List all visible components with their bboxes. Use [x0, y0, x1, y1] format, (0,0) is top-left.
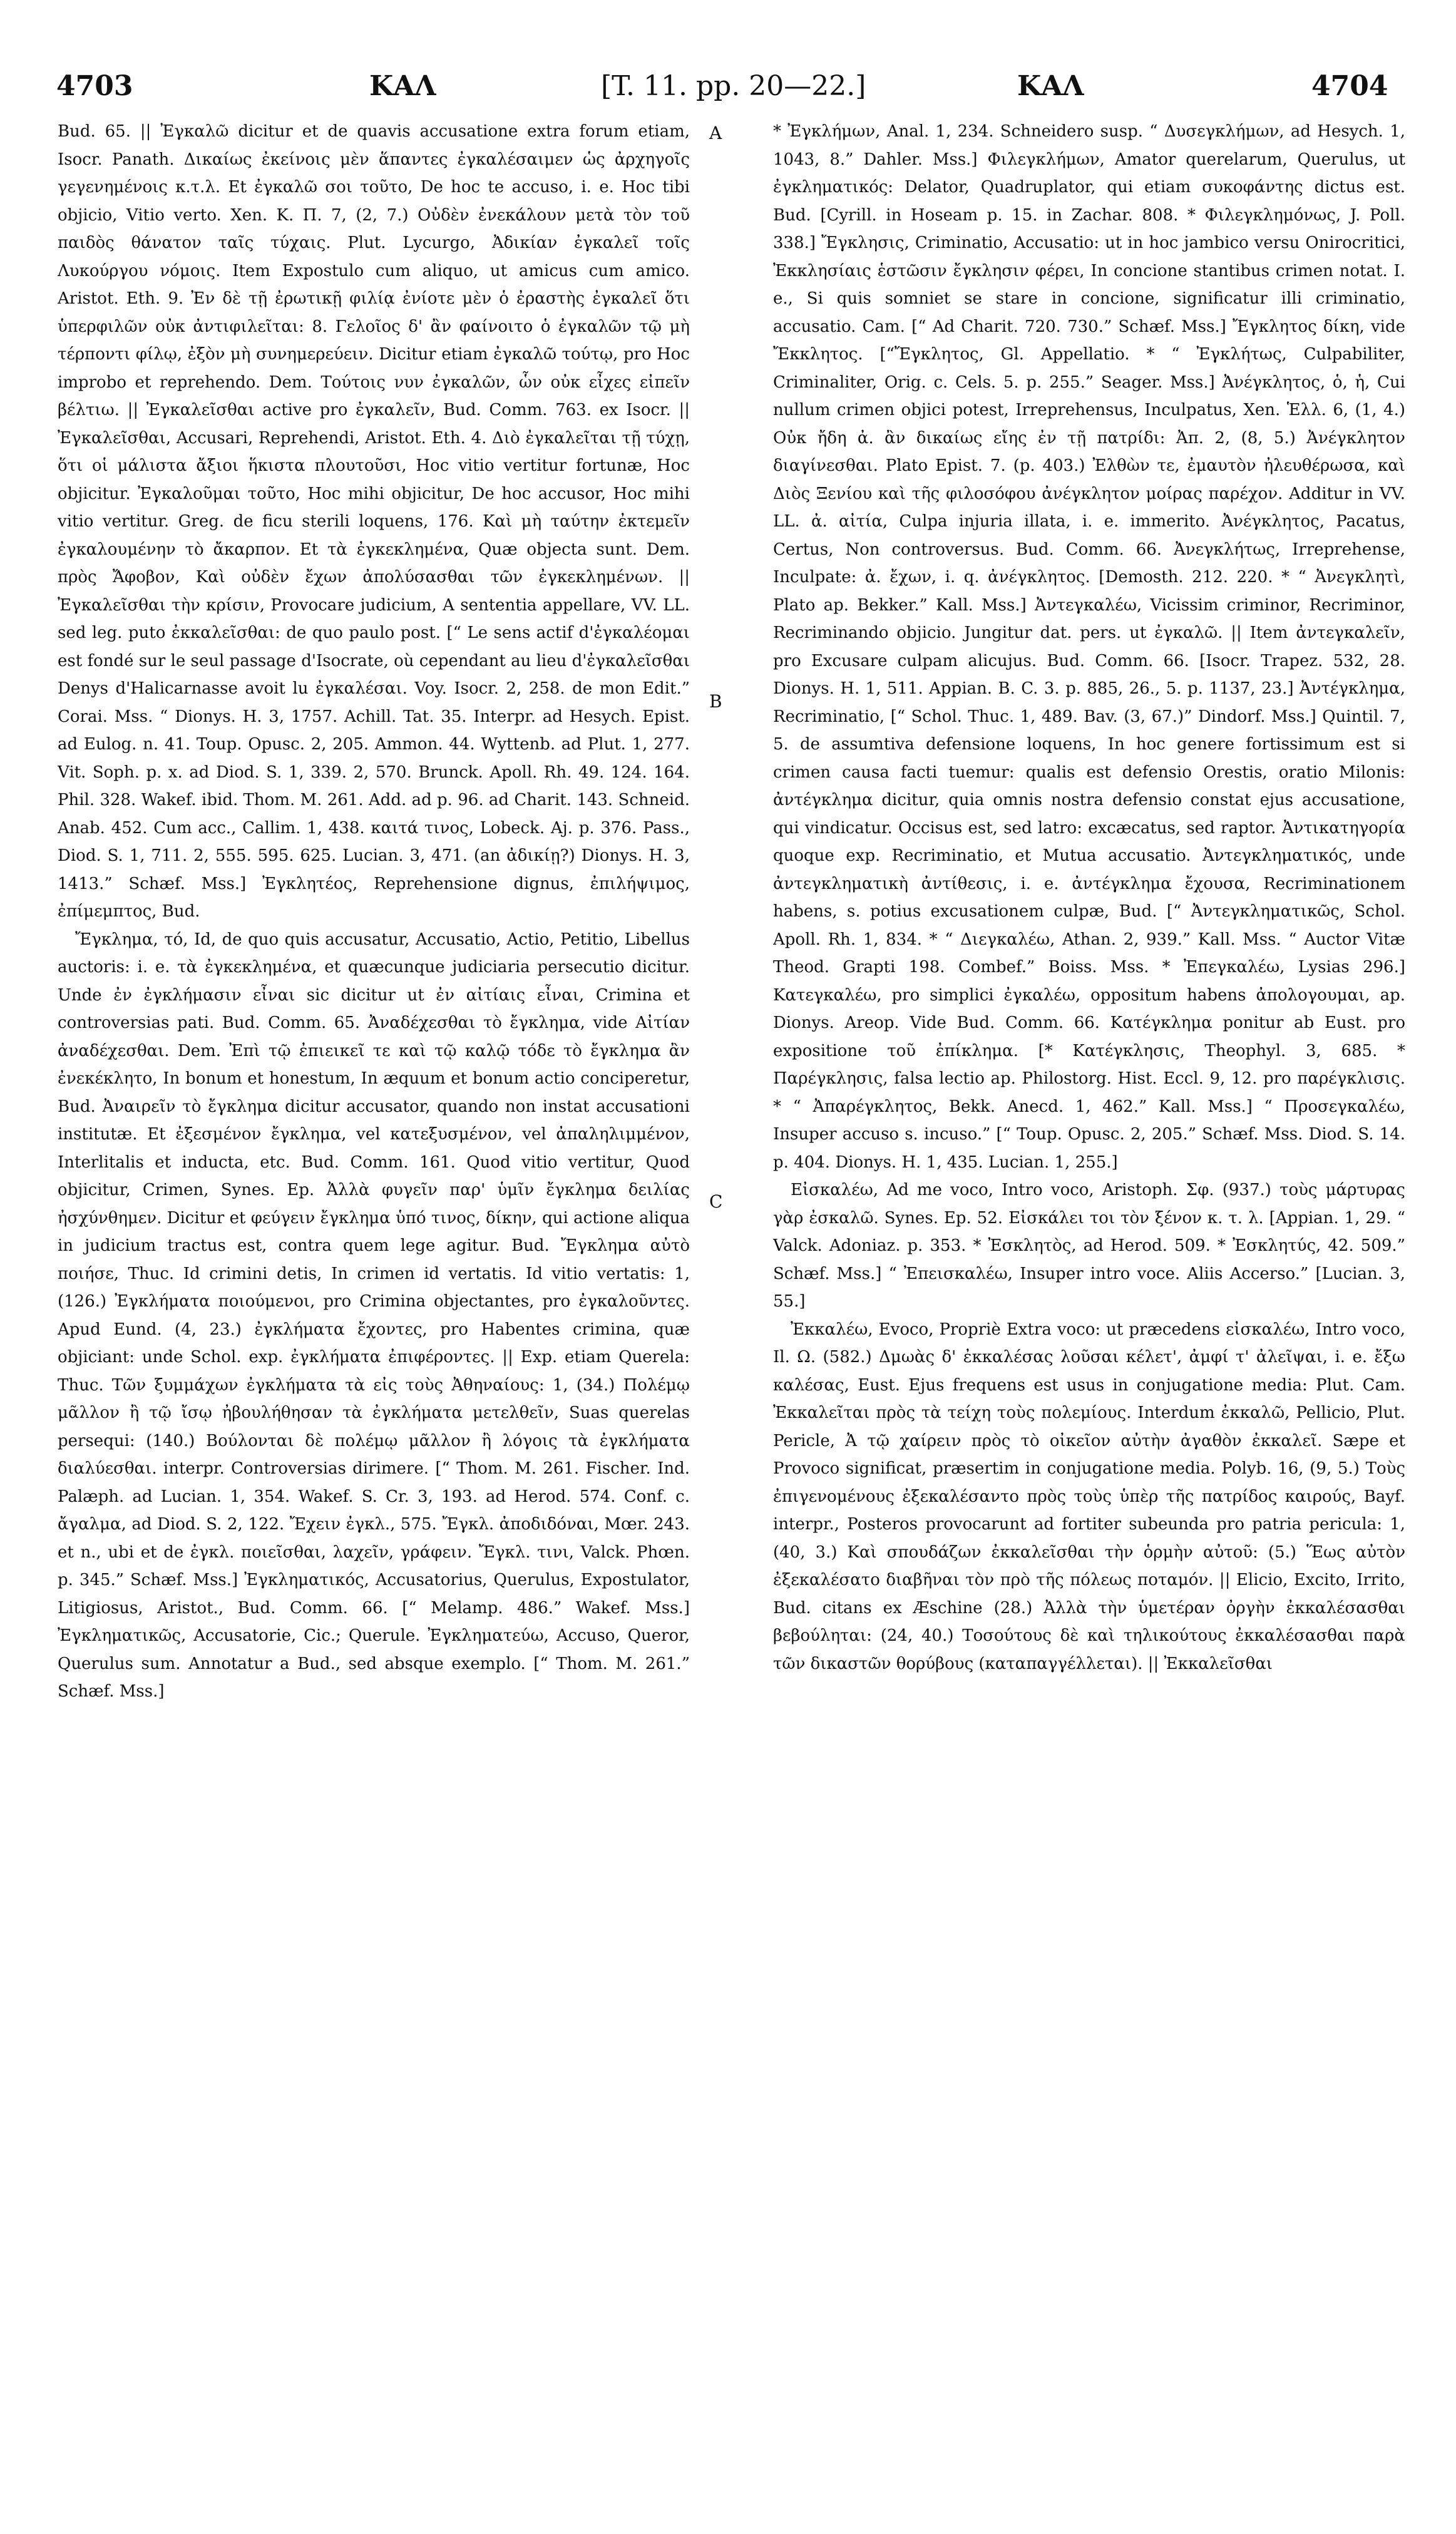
- section-marker-b: B: [709, 691, 722, 712]
- page-number-right: 4704: [1311, 70, 1388, 102]
- section-marker-a: A: [709, 123, 722, 143]
- entry-paragraph: * Ἐγκλήμων, Anal. 1, 234. Schneidero susp. “ Δυσεγκλήμων, ad Hesych. 1, 1043, 8.” Dahler. Mss.] Φιλεγκλήμων, Amator querelarum, Querulus, ut ἐγκληματικός: Delator, Quadruplator, qui etiam συκοφάντης dictus est. Bud. [Cyrill. in Hoseam p. 15. in Zachar. 808. * Φιλεγκλημόνως, J. Poll. 338.] Ἔγκλησις, Criminatio, Accusatio: ut in hoc jambico versu Onirocritici, Ἐκκλησίαις ἑστῶσιν ἔγκλησιν φέρει, In concione stantibus crimen notat. I. e., Si quis somniet se stare in concione, significatur illi criminatio, accusatio. Cam. [“ Ad Charit. 720. 730.” Schæf. Mss.] Ἔγκλητος δίκη, vide Ἔκκλητος. [“Ἔγκλητος, Gl. Appellatio. * “ Ἐγκλήτως, Culpabiliter, Criminaliter, Orig. c. Cels. 5. p. 255.” Seager. Mss.] Ἀνέγκλητος, ὁ, ἡ, Cui nullum crimen objici potest, Irreprehensus, Inculpatus, Xen. Ἑλλ. 6, (1, 4.) Οὐκ ἤδη ἀ. ἂν δικαίως εἴης ἐν τῇ πατρίδι: Ἀπ. 2, (8, 5.) Ἀνέγκλητον διαγίνεσθαι. Plato Epist. 7. (p. 403.) Ἐλθὼν τε, ἐμαυτὸν ἠλευθέρωσα, καὶ Διὸς Ξενίου καὶ τῆς φιλοσόφου ἀνέγκλητον μοίρας παρέχον. Additur in VV. LL. ἀ. αἰτία, Culpa injuria illata, i. e. immerito. Ἀνέγκλητος, Pacatus, Certus, Non controversus. Bud. Comm. 66. Ἀνεγκλήτως, Irreprehense, Inculpate: ἀ. ἔχων, i. q. ἀνέγκλητος. [Demosth. 212. 220. * “ Ἀνεγκλητὶ, Plato ap. Bekker.” Kall. Mss.] Ἀντεγκαλέω, Vicissim criminor, Recriminor, Recriminando objicio. Jungitur dat. pers. ut ἐγκαλῶ. || Item ἀντεγκαλεῖν, pro Excusare culpam alicujus. Bud. Comm. 66. [Isocr. Trapez. 532, 28. Dionys. H. 1, 511. Appian. B. C. 3. p. 885, 26., 5. p. 1137, 23.] Ἀντέγκλημα, Recriminatio, [“ Schol. Thuc. 1, 489. Bav. (3, 67.)” Dindorf. Mss.] Quintil. 7, 5. de assumtiva defensione loquens, In hoc genere fortissimum est si crimen causa facti tuemur: qualis est defensio Orestis, oratio Milonis: ἀντέγκλημα dicitur, quia omnis nostra defensio constat ejus accusatione, qui vindicatur. Occisus est, sed latro: excæcatus, sed raptor. Ἀντικατηγορία quoque exp. Recriminatio, et Mutua accusatio. Ἀντεγκληματικός, unde ἀντεγκληματικὴ ἀντίθεσις, i. e. ἀντέγκλημα ἔχουσα, Recriminationem habens, s. potius excusationem culpæ, Bud. [“ Ἀντεγκληματικῶς, Schol. Apoll. Rh. 1, 834. * “ Διεγκαλέω, Athan. 2, 939.” Kall. Mss. “ Auctor Vitæ Theod. Grapti 198. Combef.” Boiss. Mss. * Ἐπεγκαλέω, Lysias 296.] Κατεγκαλέω, pro simplici ἐγκαλέω, oppositum habens ἀπολογουμαι, ap. Dionys. Areop. Vide Bud. Comm. 66. Κατέγκλημα ponitur ab Eust. pro expositione τοῦ ἐπίκλημα. [* Κατέγκλησις, Theophyl. 3, 685. * Παρέγκλησις, falsa lectio ap. Philostorg. Hist. Eccl. 9, 12. pro παρέγκλισις. * “ Ἀπαρέγκλητος, Bekk. Anecd. 1, 462.” Kall. Mss.] “ Προσεγκαλέω, Insuper accuso s. incuso.” [“ Toup. Opusc. 2, 205.” Schæf. Mss. Diod. S. 14. p. 404. Dionys. H. 1, 435. Lucian. 1, 255.]: [773, 122, 1405, 1172]
- entry-paragraph: Ἐκκαλέω, Evoco, Propriè Extra voco: ut præcedens εἰσκαλέω, Intro voco, Il. Ω. (582.) Δμωὰς δ' ἐκκαλέσας λοῦσαι κέλετ', ἀμφί τ' ἀλεῖψαι, i. e. ἔξω καλέσας, Eust. Ejus frequens est usus in conjugatione media: Plut. Cam. Ἐκκαλεῖται πρὸς τὰ τείχη τοὺς πολεμίους. Interdum ἐκκαλῶ, Pellicio, Plut. Pericle, Ἀ τῷ χαίρειν πρὸς τὸ οἰκεῖον αὐτὴν ἀγαθὸν ἐκκαλεῖ. Sæpe et Provoco significat, præsertim in conjugatione media. Polyb. 16, (9, 5.) Τοὺς ἐπιγενομένους ἐξεκαλέσαντο πρὸς τοὺς ὑπὲρ τῆς πατρίδος καιρούς, Bayf. interpr., Posteros provocarunt ad fortiter subeunda pro patria pericula: 1, (40, 3.) Καὶ σπουδάζων ἐκκαλεῖσθαι τὴν ὁρμὴν αὐτοῦ: (5.) Ἕως αὐτὸν ἐξεκαλέσατο διαβῆναι τὸν πρὸ τῆς πόλεως ποταμόν. || Elicio, Excito, Irrito, Bud. citans ex Æschine (28.) Ἀλλὰ τὴν ὑμετέραν ὀργὴν ἐκκαλέσασθαι βεβούληται: (24, 40.) Τοσούτους δὲ καὶ τηλικούτους ἐκκαλέσασθαι παρὰ τῶν δικαστῶν θορύβους (καταπαγγέλλεται). || Ἐκκαλεῖσθαι: [773, 1320, 1405, 1673]
- right-column: [773, 118, 1405, 2521]
- running-head-right: ΚΑΛ: [1017, 70, 1084, 102]
- left-column: [58, 118, 690, 2521]
- page-number-left: 4703: [56, 70, 133, 102]
- entry-paragraph: Εἰσκαλέω, Ad me voco, Intro voco, Aristoph. Σφ. (937.) τοὺς μάρτυρας γὰρ ἐσκαλῶ. Synes. Ep. 52. Εἰσκάλει τοι τὸν ξένον κ. τ. λ. [Appian. 1, 29. “ Valck. Adoniaz. p. 353. * Ἐσκλητὸς, ad Herod. 509. * Ἐσκλητύς, 42. 509.” Schæf. Mss.] “ Ἐπεισκαλέω, Insuper intro voce. Aliis Accerso.” [Lucian. 3, 55.]: [773, 1181, 1405, 1311]
- running-head-left: ΚΑΛ: [369, 70, 436, 102]
- section-marker-c: C: [709, 1191, 723, 1212]
- entry-paragraph: Bud. 65. || Ἐγκαλῶ dicitur et de quavis accusatione extra forum etiam, Isocr. Panath. Δικαίως ἐκείνοις μὲν ἅπαντες ἐγκαλέσαιμεν ὡς ἀρχηγοῖς γεγενημένοις κ.τ.λ. Et ἐγκαλῶ σοι τοῦτο, De hoc te accuso, i. e. Hoc tibi objicio, Vitio verto. Xen. Κ. Π. 7, (2, 7.) Οὐδὲν ἐνεκάλουν μετὰ τὸν τοῦ παιδὸς θάνατον ταῖς τύχαις. Plut. Lycurgo, Ἀδικίαν ἐγκαλεῖ τοῖς Λυκούργου νόμοις. Item Expostulo cum aliquo, ut amicus cum amico. Aristot. Eth. 9. Ἐν δὲ τῇ ἐρωτικῇ φιλίᾳ ἐνίοτε μὲν ὁ ἐραστὴς ἐγκαλεῖ ὅτι ὑπερφιλῶν οὐκ ἀντιφιλεῖται: 8. Γελοῖος δ' ἂν φαίνοιτο ὁ ἐγκαλῶν τῷ μὴ τέρποντι φίλῳ, ἐξὸν μὴ συνημερεύειν. Dicitur etiam ἐγκαλῶ τούτῳ, pro Hoc improbo et reprehendo. Dem. Τούτοις νυν ἐγκαλῶν, ὧν οὐκ εἶχες εἰπεῖν βέλτιω. || Ἐγκαλεῖσθαι active pro ἐγκαλεῖν, Bud. Comm. 763. ex Isocr. || Ἐγκαλεῖσθαι, Accusari, Reprehendi, Aristot. Eth. 4. Διὸ ἐγκαλεῖται τῇ τύχῃ, ὅτι οἱ μάλιστα ἄξιοι ἥκιστα πλουτοῦσι, Hoc vitio vertitur fortunæ, Hoc objicitur. Ἐγκαλοῦμαι τοῦτο, Hoc mihi objicitur, De hoc accusor, Hoc mihi vitio vertitur. Greg. de ficu sterili loquens, 176. Καὶ μὴ ταύτην ἐκτεμεῖν ἐγκαλουμένην τὸ ἄκαρπον. Et τὰ ἐγκεκλημένα, Quæ objecta sunt. Dem. πρὸς Ἄφοβον, Καὶ οὐδὲν ἔχων ἀπολύσασθαι τῶν ἐγκεκλημένων. || Ἐγκαλεῖσθαι τὴν κρίσιν, Provocare judicium, A sententia appellare, VV. LL. sed leg. puto ἐκκαλεῖσθαι: de quo paulo post. [“ Le sens actif d'ἐγκαλέομαι est fondé sur le seul passage d'Isocrate, où cependant au lieu d'ἐγκαλεῖσθαι Denys d'Halicarnasse avoit lu ἐγκαλέσαι. Voy. Isocr. 2, 258. de mon Edit.” Corai. Mss. “ Dionys. H. 3, 1757. Achill. Tat. 35. Interpr. ad Hesych. Epist. ad Eulog. n. 41. Toup. Opusc. 2, 205. Ammon. 44. Wyttenb. ad Plut. 1, 277. Vit. Soph. p. x. ad Diod. S. 1, 339. 2, 570. Brunck. Apoll. Rh. 49. 124. 164. Phil. 328. Wakef. ibid. Thom. M. 261. Add. ad p. 96. ad Charit. 143. Schneid. Anab. 452. Cum acc., Callim. 1, 438. καιτά τινος, Lobeck. Aj. p. 376. Pass., Diod. S. 1, 711. 2, 555. 595. 625. Lucian. 3, 471. (an ἀδικίῃ?) Dionys. H. 3, 1413.” Schæf. Mss.] Ἐγκλητέος, Reprehensione dignus, ἐπιλήψιμος, ἐπίμεμπτος, Bud.: [58, 122, 690, 921]
- volume-signature: [T. 11. pp. 20—22.]: [601, 70, 866, 102]
- entry-paragraph: Ἔγκλημα, τό, Id, de quo quis accusatur, Accusatio, Actio, Petitio, Libellus auctoris: i. e. τὰ ἐγκεκλημένα, et quæcunque judiciaria persecutio dicitur. Unde ἐν ἐγκλήμασιν εἶναι sic dicitur ut ἐν αἰτίαις εἶναι, Crimina et controversias pati. Bud. Comm. 65. Ἀναδέχεσθαι τὸ ἔγκλημα, vide Αἰτίαν ἀναδέχεσθαι. Dem. Ἐπὶ τῷ ἐπιεικεῖ τε καὶ τῷ καλῷ τόδε τὸ ἔγκλημα ἂν ἐνεκέκλητο, In bonum et honestum, In æquum et bonum actio conciperetur, Bud. Ἀναιρεῖν τὸ ἔγκλημα dicitur accusator, quando non instat accusationi institutæ. Et ἐξεσμένον ἔγκλημα, vel κατεξυσμένον, vel ἀπαληλιμμένον, Interlitalis et inducta, etc. Bud. Comm. 161. Quod vitio vertitur, Quod objicitur, Crimen, Synes. Ep. Ἀλλὰ φυγεῖν παρ' ὑμῖν ἔγκλημα δειλίας ἠσχύνθημεν. Dicitur et φεύγειν ἔγκλημα ὑπό τινος, δίκην, qui actione aliqua in judicium tractus est, contra quem lege agitur. Bud. Ἔγκλημα αὐτὸ ποιήσε, Thuc. Id crimini detis, In crimen id vertatis. Id vitio vertatis: 1, (126.) Ἐγκλήματα ποιούμενοι, pro Crimina objectantes, pro ἐγκαλοῦντες. Apud Eund. (4, 23.) ἐγκλήματα ἔχοντες, pro Habentes crimina, quæ objiciant: unde Schol. exp. ἐγκλήματα ἐπιφέροντες. || Exp. etiam Querela: Thuc. Τῶν ξυμμάχων ἐγκλήματα τὰ εἰς τοὺς Ἀθηναίους: 1, (34.) Πολέμῳ μᾶλλον ἢ τῷ ἴσῳ ἠβουλήθησαν τὰ ἐγκλήματα μετελθεῖν, Suas querelas persequi: (140.) Βούλονται δὲ πολέμῳ μᾶλλον ἢ λόγοις τὰ ἐγκλήματα διαλύεσθαι. interpr. Controversias dirimere. [“ Thom. M. 261. Fischer. Ind. Palæph. ad Lucian. 1, 354. Wakef. S. Cr. 3, 193. ad Herod. 574. Conf. c. ἄγαλμα, ad Diod. S. 2, 122. Ἔχειν ἐγκλ., 575. Ἔγκλ. ἀποδιδόναι, Mœr. 243. et n., ubi et de ἐγκλ. ποιεῖσθαι, λαχεῖν, γράφειν. Ἔγκλ. τινι, Valck. Phœn. p. 345.” Schæf. Mss.] Ἐγκληματικός, Accusatorius, Querulus, Expostulator, Litigiosus, Aristot., Bud. Comm. 66. [“ Melamp. 486.” Wakef. Mss.] Ἐγκληματικῶς, Accusatorie, Cic.; Querule. Ἐγκληματεύω, Accuso, Queror, Querulus sum. Annotatur a Bud., sed absque exemplo. [“ Thom. M. 261.” Schæf. Mss.]: [58, 930, 690, 1701]
